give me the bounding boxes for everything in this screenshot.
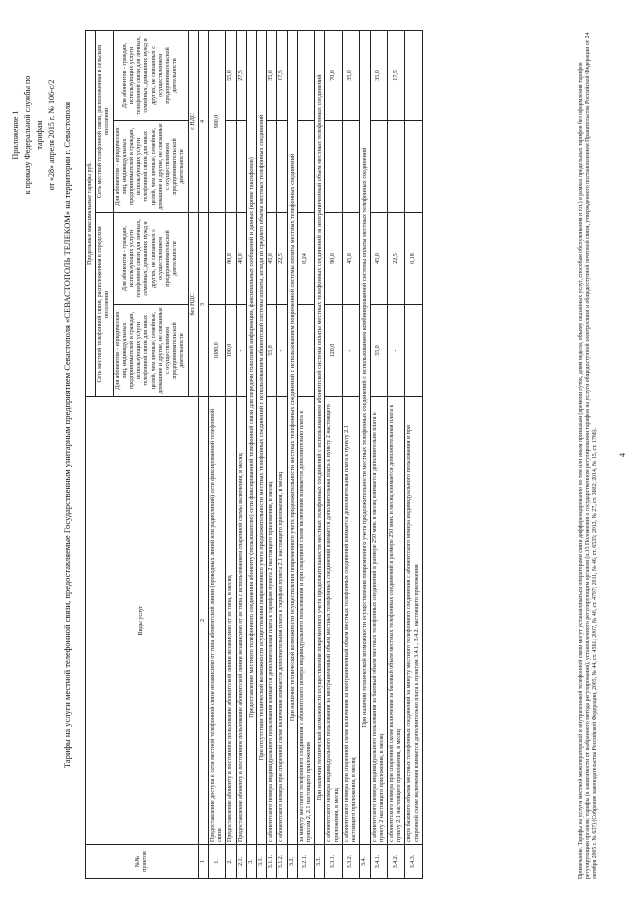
- cell-urban-legal: [405, 305, 422, 397]
- cell-rural-legal: [236, 121, 246, 213]
- cell-urban-legal: 55,0: [267, 305, 277, 397]
- colnum-1: 1: [198, 845, 208, 879]
- row-service-text: Предоставление абоненту в постоянное пользование абонентской линии независимо от ее типа с использованием спаренной схемы включения, в месяц: [236, 397, 246, 845]
- cell-rural-legal: [342, 121, 359, 213]
- cell-urban-citizen: 22,5: [387, 213, 404, 305]
- cell-urban-legal: -: [236, 305, 246, 397]
- table-row: [257, 30, 267, 878]
- cell-rural-citizen: 17,5: [387, 30, 404, 120]
- header-num: №№ пунктов: [86, 845, 199, 879]
- row-number: 1.: [209, 845, 226, 879]
- cell-urban-citizen: 45,0: [267, 213, 277, 305]
- row-number: 3.1.: [257, 845, 267, 879]
- cell-rural-legal: [226, 121, 236, 213]
- row-number: 2.1.: [236, 845, 246, 879]
- colnum-2: 2: [198, 397, 208, 845]
- row-service-text: с абонентского номера индивидуального пользования взимается дополнительная плата к тарифам пункта 2 настоящего приложения, в месяц: [267, 397, 277, 845]
- table-row: [315, 30, 325, 878]
- cell-urban-citizen: 0,18: [405, 213, 422, 305]
- cell-rural-legal: [370, 121, 387, 213]
- header-service: Виды услуг: [86, 397, 199, 845]
- row-number: 2.: [226, 845, 236, 879]
- cell-urban-legal: 120,0: [325, 305, 342, 397]
- table-row: [287, 30, 297, 878]
- header-urban: Сеть местной телефонной связи, расположенная в городском поселении: [96, 213, 113, 397]
- header-vat-urban: без НДС: [188, 213, 198, 397]
- row-section-text: При наличии технической возможности осуществления повременного учета продолжительности местных телефонных соединений с использованием абонентской системы оплаты местных телефонных соединений за неограниченный объем местных телефонных соединений: [315, 30, 325, 844]
- cell-rural-citizen: 35,0: [342, 30, 359, 120]
- cell-urban-citizen: 45,0: [342, 213, 359, 305]
- row-number: 3.3.2.: [342, 845, 359, 879]
- cell-urban-legal: 100,0: [226, 305, 236, 397]
- row-service-text: с абонентского номера индивидуального пользования за базовый объем местных телефонных соединений в размере 250 мин. в месяц взимается дополнительно плата к пункту 2 настоящего приложения, в месяц: [370, 397, 387, 845]
- table-row: [226, 30, 236, 878]
- notes: [578, 29, 599, 879]
- header-tariffs: Предельные максимальные тарифы руб.: [86, 30, 96, 396]
- row-number: 3.3.: [315, 845, 325, 879]
- header-rural-citizen: Для абонентов - граждан, использующих услуги телефонной связи для личных, семейных, домашних нужд и других, не связанных с осуществлением предпринимательской деятельности: [113, 30, 188, 120]
- cell-rural-citizen: 70,0: [325, 30, 342, 120]
- cell-rural-legal: [267, 121, 277, 213]
- table-row: [267, 30, 277, 878]
- tariff-table: [85, 30, 423, 879]
- table-row: [277, 30, 287, 878]
- cell-urban-legal: -: [277, 305, 287, 397]
- colnum-4: 4: [198, 30, 208, 212]
- header-urban-legal: Для абонентов – юридических лиц, индивидуальных предпринимателей и граждан, использующих услуги телефонной связи для иных целей, чем личные, семейные, домашние и другие, не связанные с осуществлением предпринимательской деятельности: [113, 305, 188, 397]
- cell-rural-citizen: 27,5: [236, 30, 246, 120]
- cell-urban-citizen: 0,24: [297, 213, 314, 305]
- document-title: Тарифы на услуги местной телефонной связи, предоставляемые Государственным унитарным предприятием Севастополя «СЕВАСТОПОЛЬ ТЕЛЕКОМ» на территории г. Севастополя: [62, 101, 72, 769]
- table-row: [246, 30, 256, 878]
- row-service-text: с абонентского номера при спаренной схеме включения за неограниченный объем местных телефонных соединений взимается дополнительная плата к пункту 2.1 настоящего приложения, в месяц: [342, 397, 359, 845]
- row-service-text: сверх базового объема местных телефонных соединений за минуту местного телефонного соединения с абонентского номера индивидуального пользования и при спаренной схеме включения взимается дополнительно плата к пунктам 3.4.1., 3.4.2. настоящего приложения: [405, 397, 422, 845]
- row-number: 3.2.1.: [297, 845, 314, 879]
- table-row: [370, 30, 387, 878]
- table-row: [387, 30, 404, 878]
- appendix-header: [10, 10, 58, 260]
- cell-rural-citizen: [297, 30, 314, 120]
- row-number: 3.4.: [360, 845, 370, 879]
- row-number: 3.: [246, 845, 256, 879]
- cell-urban-citizen: 40,0: [236, 213, 246, 305]
- cell-urban-citizen: [209, 213, 226, 305]
- row-section-text: При отсутствии технической возможности осуществления повременного учета продолжительности местных телефонных соединений с использованием абонентской системы оплаты, исходя из среднего объема местных телефонных соединений: [257, 30, 267, 844]
- row-service-text: за минуту местного телефонного соединения с абонентского номера индивидуального пользования и при спаренной схеме включения взимается дополнительно плата к пунктам 2, 2.1 настоящего приложения: [297, 397, 314, 845]
- row-section-text: При наличии технической возможности осуществления повременного учета продолжительности местных телефонных соединений с использованием комбинированной системы оплаты местных телефонных соединений: [360, 30, 370, 844]
- row-section-text: При наличии технической возможности осуществления повременного учета продолжительности местных телефонных соединений с использованием повременной системы оплаты местных телефонных соединений: [287, 30, 297, 844]
- appendix-line-1: Приложение 1: [11, 110, 20, 160]
- table-row: [236, 30, 246, 878]
- cell-urban-citizen: 90,0: [325, 213, 342, 305]
- header-rural: Сеть местной телефонной связи, расположенная в сельском поселении: [96, 30, 113, 212]
- cell-rural-legal: [297, 121, 314, 213]
- row-number: 3.3.1.: [325, 845, 342, 879]
- cell-urban-legal: [297, 305, 314, 397]
- appendix-line-3: тарифам: [35, 120, 44, 150]
- cell-urban-citizen: 22,5: [277, 213, 287, 305]
- cell-rural-legal: [325, 121, 342, 213]
- row-number: 3.4.1.: [370, 845, 387, 879]
- cell-rural-citizen: 55,0: [226, 30, 236, 120]
- table-row: [405, 30, 422, 878]
- row-number: 3.4.2.: [387, 845, 404, 879]
- cell-urban-legal: 1080,0: [209, 305, 226, 397]
- table-row: [325, 30, 342, 878]
- row-service-text: с абонентского номера при спаренной схеме включения за базовый объем местных телефонных соединений в размере 250 мин. в месяц взимается дополнительная плата к пункту 2.1 настоящего приложения, в месяц: [387, 397, 404, 845]
- colnum-3: 3: [198, 213, 208, 397]
- cell-rural-citizen: 35,0: [370, 30, 387, 120]
- cell-urban-citizen: 45,0: [370, 213, 387, 305]
- row-number: 3.1.2.: [277, 845, 287, 879]
- appendix-line-4: от «28» апреля 2015 г. № 106-с/2: [47, 79, 56, 191]
- cell-urban-citizen: 80,0: [226, 213, 236, 305]
- page-number: 4: [618, 453, 627, 457]
- header-vat-rural: с НДС: [188, 30, 198, 212]
- appendix-line-2: к приказу Федеральной службы по: [23, 75, 32, 195]
- table-row: [342, 30, 359, 878]
- tariff-table-body: [209, 30, 423, 878]
- row-service-text: Предоставление доступа к сети местной телефонной связи независимо от типа абонентской линии (проводных линий или радиолиний) сети фиксированной телефонной связи: [209, 397, 226, 845]
- cell-urban-legal: 55,0: [370, 305, 387, 397]
- table-row: [209, 30, 226, 878]
- cell-rural-legal: [277, 121, 287, 213]
- row-number: 3.2.: [287, 845, 297, 879]
- notes-label: Примечание.: [578, 847, 584, 879]
- header-rural-legal: Для абонентов – юридических лиц, индивидуальных предпринимателей и граждан, использующих услуги телефонной связи для иных целей, чем личные, семейные, домашние и другие, не связанные с осуществлением предпринимательской деятельности: [113, 121, 188, 213]
- table-row: [360, 30, 370, 878]
- cell-rural-legal: [387, 121, 404, 213]
- table-row: [297, 30, 314, 878]
- cell-urban-legal: -: [387, 305, 404, 397]
- notes-text: Тарифы на услуги местной межоператорской и внутризоновой телефонной связи могут устанавливаться операторами связи дифференцированно по тем или иным признакам (времени суток, дням недели, объему оказанных услуг, способам обслуживания и т.п.) в рамках предельных тарифов без оформления тарифов регулирующим органом; тарифы (в зависимости от выбранного метода регулирования), установленного регулирующим органом (п.15 Положения о государственном регулировании тарифов на услуги общедоступной электросвязи и общедоступной почтовой связи, утвержденного постановлением Правительства Российской Федерации от 24 октября 2005 г. № 637) (Собрание законодательства Российской Федерации, 2005, № 44, ст. 4561; 2007, № 40, ст. 4797; 2011, № 46, ст. 6535; 2013, № 27, ст. 3602; 2014, № 15, ст. 1766).: [578, 32, 598, 879]
- cell-rural-merged: 900,0: [209, 30, 226, 212]
- row-service-text: с абонентского номера при спаренной схеме включения взимается дополнительная плата к тарифам пункта 2.1 настоящего приложения, в месяц: [277, 397, 287, 845]
- cell-rural-citizen: 35,0: [267, 30, 277, 120]
- row-section-text: Предоставление местного телефонного соединения абоненту (пользователю) сети фиксированной телефонной связи для передачи голосовой информации, факсимильных сообщений и данных (кроме таксофонов): [246, 30, 256, 844]
- row-service-text: Предоставление абоненту в постоянное пользование абонентской линии независимо от ее типа, в месяц: [226, 397, 236, 845]
- row-number: 3.4.3.: [405, 845, 422, 879]
- row-service-text: с абонентского номера индивидуального пользования за неограниченный объем местных телефонных соединений взимается дополнительная плата к пункту 2 настоящего приложения, в месяц: [325, 397, 342, 845]
- cell-rural-citizen: 17,5: [277, 30, 287, 120]
- row-number: 3.1.1.: [267, 845, 277, 879]
- cell-urban-legal: -: [342, 305, 359, 397]
- cell-rural-legal: [405, 121, 422, 213]
- cell-rural-citizen: [405, 30, 422, 120]
- header-urban-citizen: Для абонентов - граждан, использующих услуги телефонной связи для личных, семейных, домашних нужд и других, не связанных с осуществлением предпринимательской деятельности: [113, 213, 188, 305]
